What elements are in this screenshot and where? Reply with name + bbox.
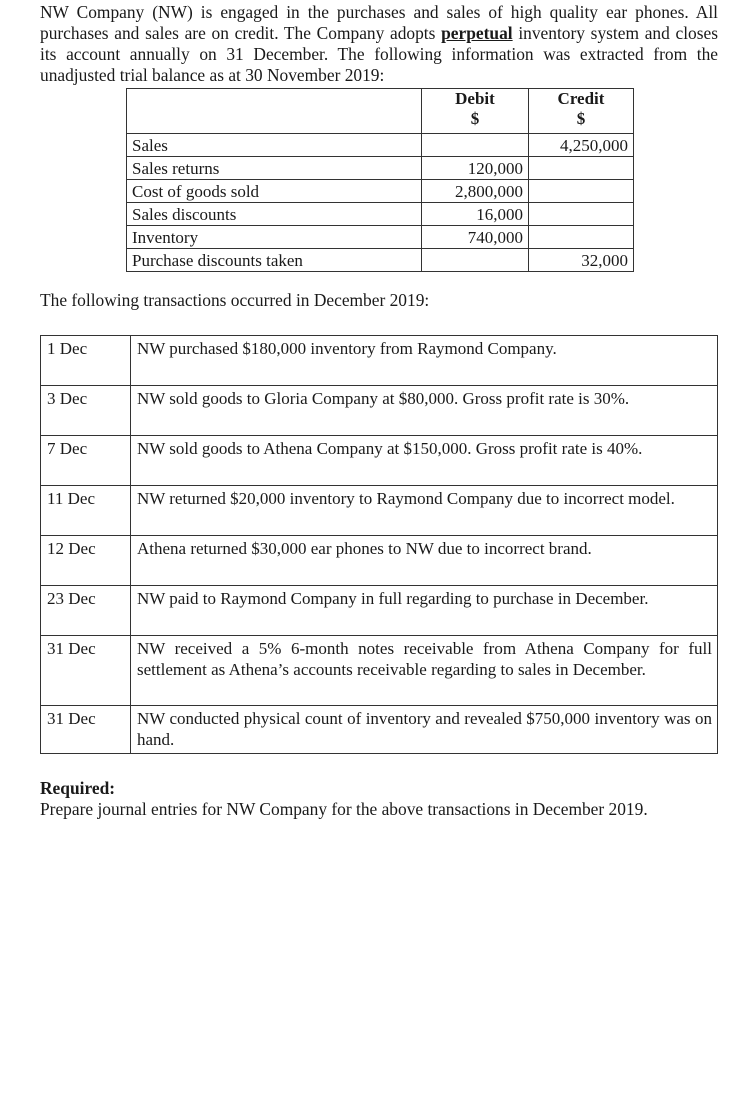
- intro-emphasis: perpetual: [441, 23, 513, 43]
- debit-cell: [422, 249, 529, 272]
- date-cell: 7 Dec: [41, 436, 131, 486]
- description-cell: NW received a 5% 6-month notes receivable from Athena Company for full settlement as Athena’s accounts receivable regarding to sales in December.: [131, 636, 718, 706]
- intro-text-part2: inventory system and closes its account annually on 31 December. The following information was extracted from the unadjusted trial balance as at 30 November 2019:: [40, 23, 719, 85]
- credit-cell: [529, 180, 634, 203]
- table-row: [41, 486, 718, 536]
- intro-text-part1: NW Company (NW) is engaged in the purchases and sales of high quality ear phones. All purchases and sales are on credit. The Company adopts: [40, 2, 718, 43]
- table-row: [41, 706, 718, 754]
- trial-balance-header: [127, 89, 634, 134]
- credit-cell: [529, 157, 634, 180]
- date-cell: 11 Dec: [41, 486, 131, 536]
- table-row: [41, 336, 718, 386]
- table-row: [41, 436, 718, 486]
- description-cell: NW paid to Raymond Company in full regarding to purchase in December.: [131, 586, 718, 636]
- required-text: Prepare journal entries for NW Company for the above transactions in December 2019.: [40, 799, 648, 819]
- description-cell: NW returned $20,000 inventory to Raymond Company due to incorrect model.: [131, 486, 718, 536]
- description-cell: NW purchased $180,000 inventory from Raymond Company.: [131, 336, 718, 386]
- debit-cell: 2,800,000: [422, 180, 529, 203]
- credit-header-label: Credit: [557, 89, 605, 108]
- table-row: [41, 636, 718, 706]
- description-cell: NW sold goods to Athena Company at $150,000. Gross profit rate is 40%.: [131, 436, 718, 486]
- account-cell: Sales discounts: [127, 203, 422, 226]
- debit-cell: [422, 134, 529, 157]
- debit-header-label: Debit: [455, 89, 495, 108]
- account-cell: Sales: [127, 134, 422, 157]
- date-cell: 1 Dec: [41, 336, 131, 386]
- account-cell: Purchase discounts taken: [127, 249, 422, 272]
- transactions-table: [40, 335, 718, 754]
- trial-balance-table: [126, 88, 634, 272]
- debit-cell: 740,000: [422, 226, 529, 249]
- table-row: [41, 586, 718, 636]
- credit-cell: 4,250,000: [529, 134, 634, 157]
- table-row: [127, 203, 634, 226]
- table-row: [127, 180, 634, 203]
- debit-cell: 120,000: [422, 157, 529, 180]
- date-cell: 31 Dec: [41, 636, 131, 706]
- table-row: [127, 134, 634, 157]
- description-cell: NW sold goods to Gloria Company at $80,000. Gross profit rate is 30%.: [131, 386, 718, 436]
- credit-cell: [529, 203, 634, 226]
- credit-unit-label: $: [576, 109, 586, 128]
- credit-cell: 32,000: [529, 249, 634, 272]
- required-section: [40, 778, 648, 820]
- transactions-intro: The following transactions occurred in December 2019:: [40, 290, 430, 310]
- required-label: Required:: [40, 778, 116, 798]
- table-row: [41, 536, 718, 586]
- credit-header: [529, 89, 634, 134]
- table-row: [127, 226, 634, 249]
- table-row: [127, 249, 634, 272]
- description-cell: NW conducted physical count of inventory and revealed $750,000 inventory was on hand.: [131, 706, 718, 754]
- account-cell: Sales returns: [127, 157, 422, 180]
- date-cell: 31 Dec: [41, 706, 131, 754]
- debit-unit-label: $: [470, 109, 480, 128]
- table-row: [41, 386, 718, 436]
- description-cell: Athena returned $30,000 ear phones to NW due to incorrect brand.: [131, 536, 718, 586]
- account-header: [127, 89, 422, 134]
- table-row: [127, 157, 634, 180]
- account-cell: Inventory: [127, 226, 422, 249]
- account-cell: Cost of goods sold: [127, 180, 422, 203]
- debit-cell: 16,000: [422, 203, 529, 226]
- debit-header: [422, 89, 529, 134]
- credit-cell: [529, 226, 634, 249]
- intro-paragraph: [40, 2, 718, 86]
- date-cell: 23 Dec: [41, 586, 131, 636]
- date-cell: 3 Dec: [41, 386, 131, 436]
- date-cell: 12 Dec: [41, 536, 131, 586]
